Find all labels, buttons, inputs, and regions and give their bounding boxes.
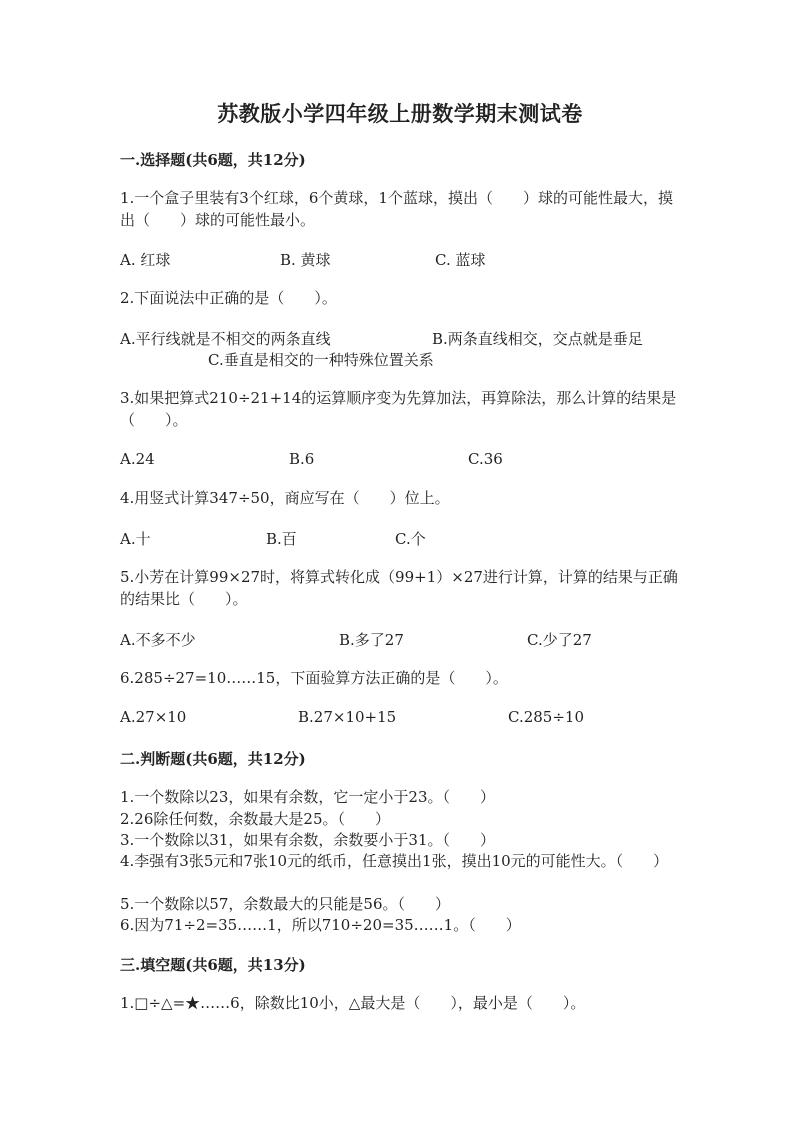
option-b: B.27×10+15 <box>298 708 397 726</box>
judgement-item: 1.一个数除以23，如果有余数，它一定小于23。（ ） <box>120 788 495 806</box>
option-a: A.十 <box>120 530 151 548</box>
judgement-item: 3.一个数除以31，如果有余数，余数要小于31。（ ） <box>120 831 495 849</box>
option-b: B.百 <box>266 530 297 548</box>
question-text: 3.如果把算式210÷21+14的运算顺序变为先算加法，再算除法，那么计算的结果是（ ）。 <box>120 389 677 429</box>
section-heading-choice: 一.选择题(共6题，共12分) <box>120 151 306 169</box>
section-heading-judgement: 二.判断题(共6题，共12分) <box>120 750 306 768</box>
question-text: 5.小芳在计算99×27时，将算式转化成（99+1）×27进行计算，计算的结果与正确的结果比（ ）。 <box>120 568 678 608</box>
option-c: C.36 <box>468 450 503 468</box>
option-a: A.平行线就是不相交的两条直线 <box>120 330 331 348</box>
question-text: 6.285÷27=10……15，下面验算方法正确的是（ ）。 <box>120 669 508 687</box>
page-title: 苏教版小学四年级上册数学期末测试卷 <box>217 101 583 126</box>
option-c: C.垂直是相交的一种特殊位置关系 <box>208 351 434 369</box>
fill-blank-item: 1.□÷△=★……6，除数比10小，△最大是（ ），最小是（ ）。 <box>120 994 586 1012</box>
option-b: B.两条直线相交，交点就是垂足 <box>432 330 643 348</box>
question-text: 4.用竖式计算347÷50，商应写在（ ）位上。 <box>120 489 450 507</box>
option-c: C.个 <box>395 530 426 548</box>
option-c: C.285÷10 <box>508 708 584 726</box>
option-c: C.少了27 <box>527 631 592 649</box>
option-a: A. 红球 <box>120 251 171 269</box>
option-a: A.27×10 <box>120 708 187 726</box>
option-b: B.多了27 <box>339 631 404 649</box>
option-c: C. 蓝球 <box>435 251 486 269</box>
option-b: B.6 <box>289 450 315 468</box>
judgement-item: 2.26除任何数，余数最大是25。（ ） <box>120 810 390 828</box>
section-heading-fill-blank: 三.填空题(共6题，共13分) <box>120 956 306 974</box>
option-a: A.24 <box>120 450 155 468</box>
judgement-item: 4.李强有3张5元和7张10元的纸币，任意摸出1张，摸出10元的可能性大。（ ） <box>120 852 669 870</box>
question-text: 1.一个盒子里装有3个红球，6个黄球，1个蓝球，摸出（ ）球的可能性最大，摸出（ ）球的可能性最小。 <box>120 189 673 229</box>
question-text: 2.下面说法中正确的是（ ）。 <box>120 289 337 307</box>
judgement-item: 6.因为71÷2=35……1，所以710÷20=35……1。（ ） <box>120 916 521 934</box>
option-b: B. 黄球 <box>280 251 331 269</box>
judgement-item: 5.一个数除以57，余数最大的只能是56。（ ） <box>120 895 450 913</box>
option-a: A.不多不少 <box>120 631 196 649</box>
